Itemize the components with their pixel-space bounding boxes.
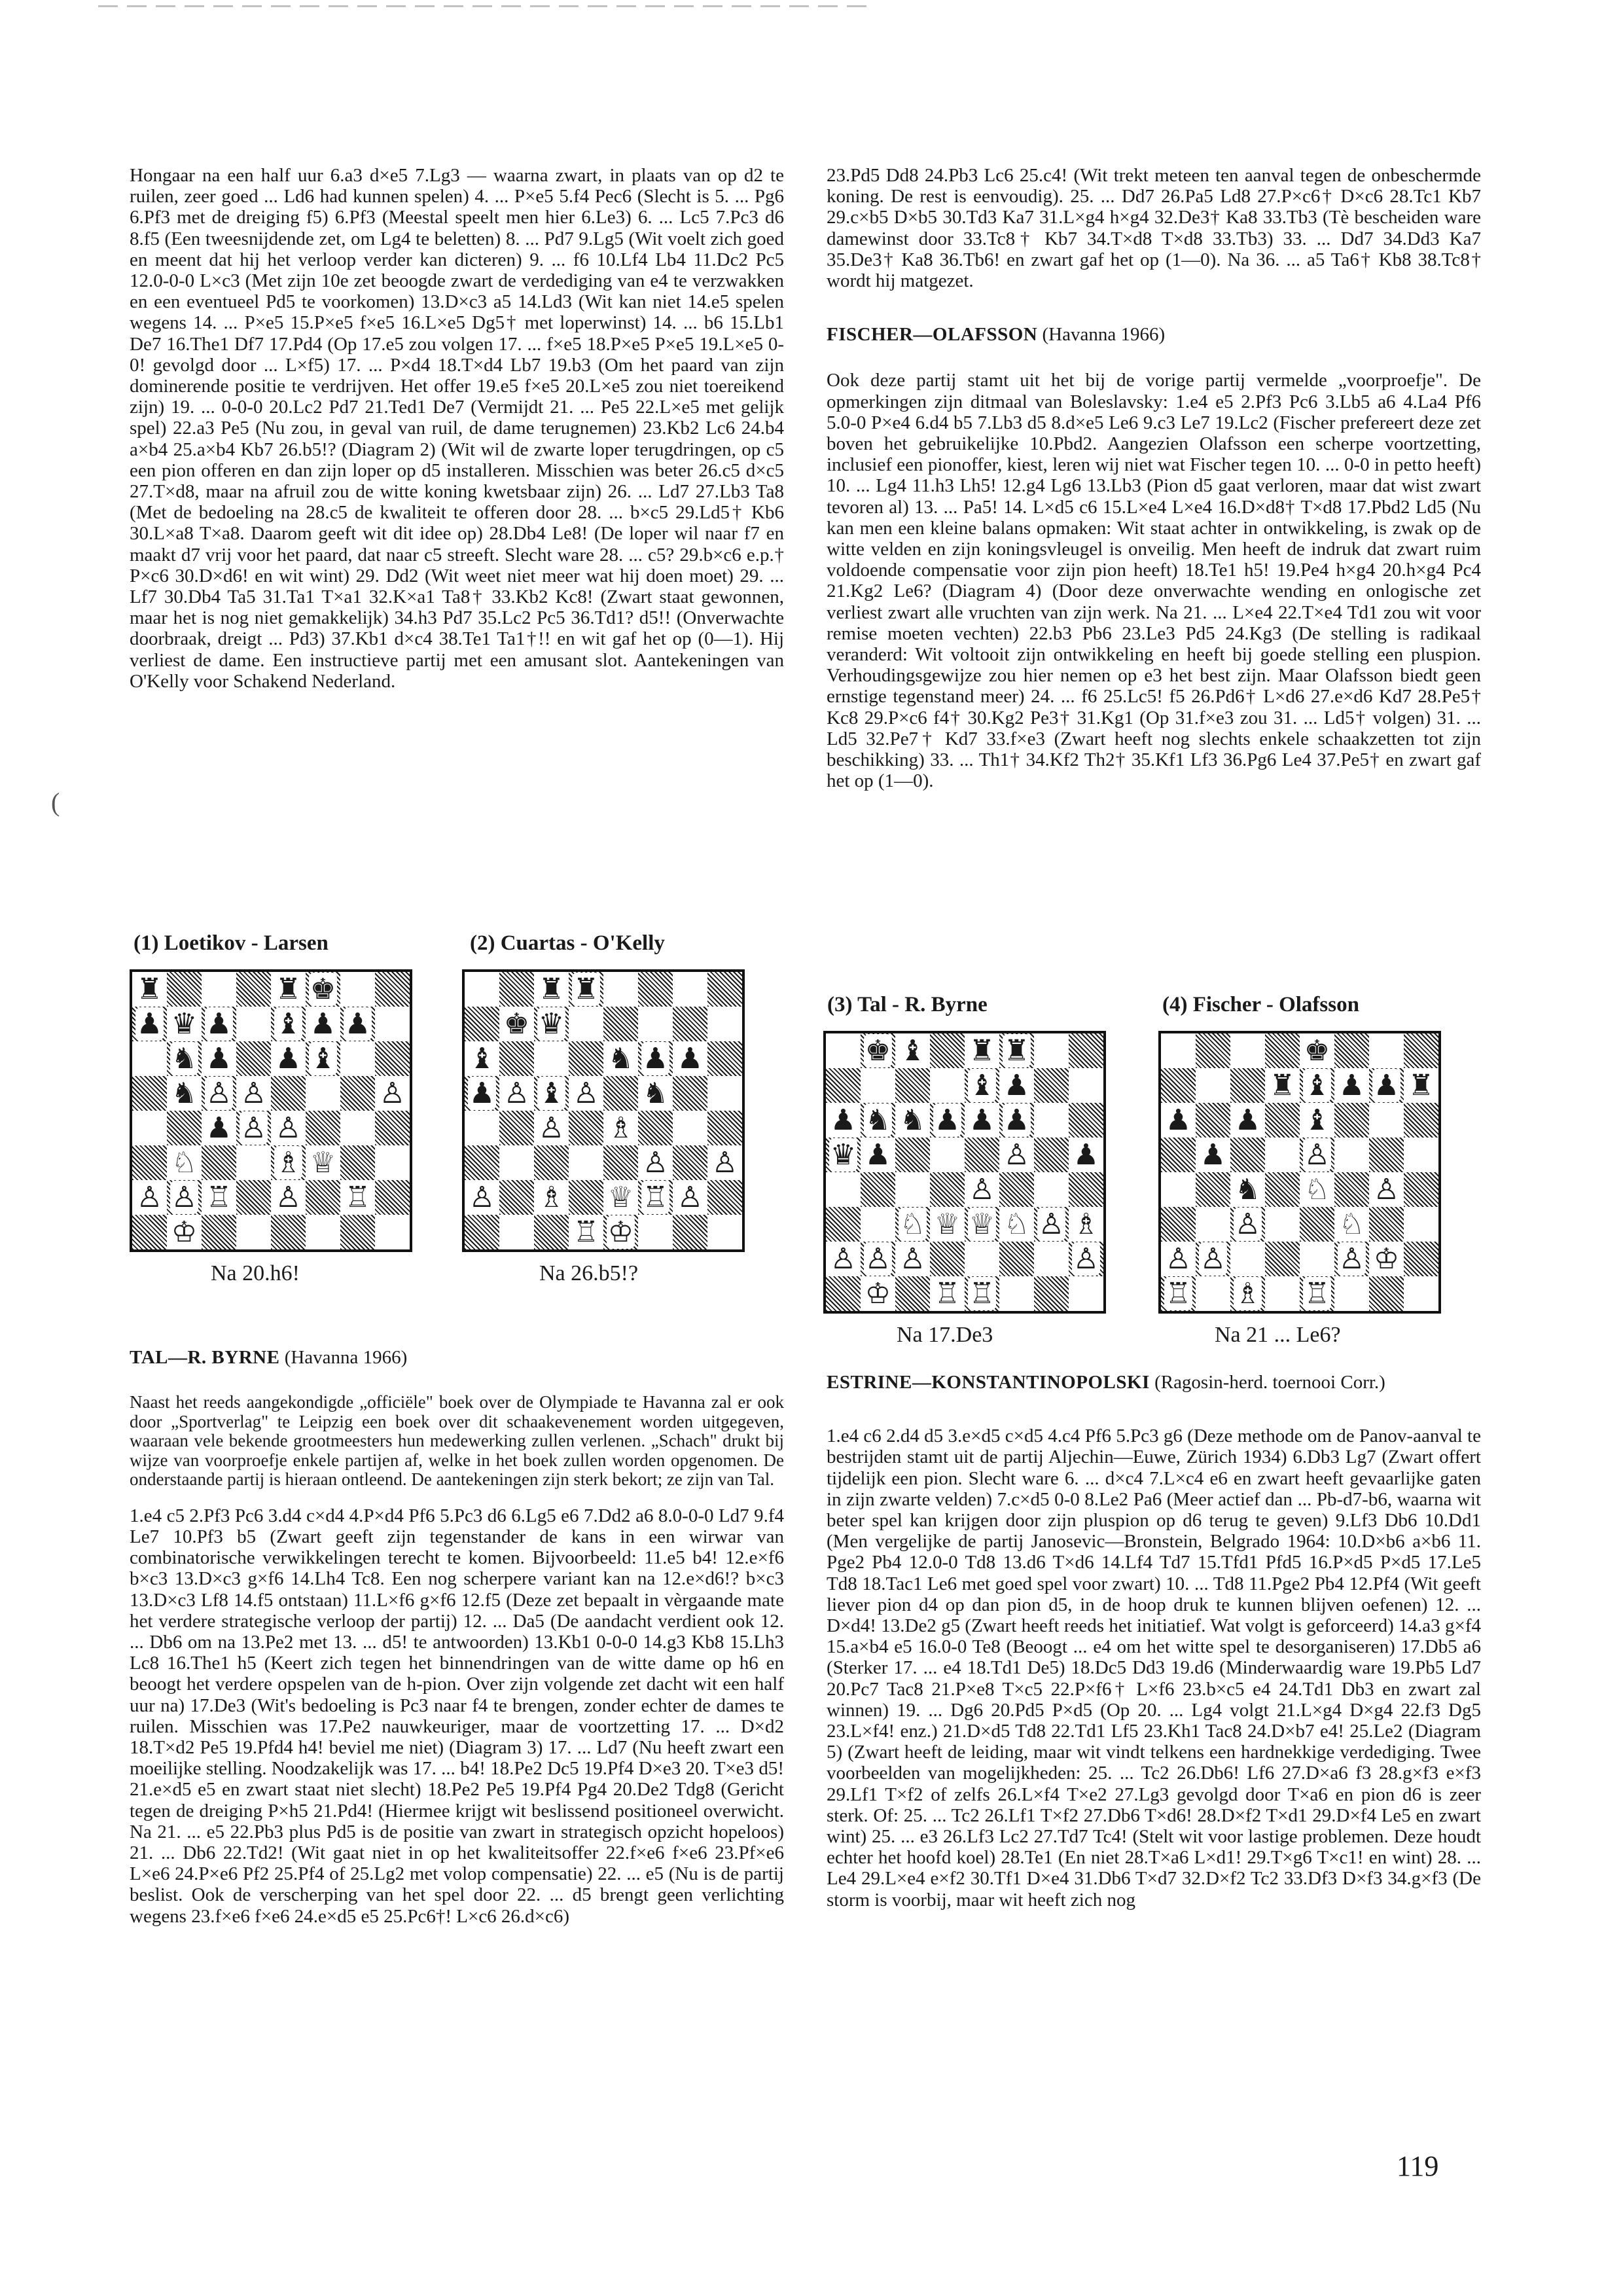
board-square <box>826 1033 861 1068</box>
chess-piece-icon: ♝ <box>310 1042 336 1075</box>
board-square <box>603 1076 638 1111</box>
chess-piece-icon: ♙ <box>171 1181 198 1214</box>
board-square <box>1161 1138 1196 1172</box>
chess-piece-icon: ♙ <box>240 1111 267 1145</box>
chess-piece-icon: ♖ <box>344 1181 371 1214</box>
board-square <box>707 1111 742 1145</box>
board-square <box>1196 1276 1230 1311</box>
chess-piece-icon: ♟ <box>865 1138 891 1172</box>
chess-piece-icon: ♙ <box>642 1146 669 1179</box>
right-column <box>827 165 1481 791</box>
chess-piece-icon: ♜ <box>136 973 163 1006</box>
board-square <box>930 1033 965 1068</box>
heading-event: (Havanna 1966) <box>284 1347 408 1368</box>
margin-mark: ( <box>51 787 60 817</box>
board-square <box>465 1007 499 1041</box>
board-square <box>1069 1068 1103 1103</box>
board-square <box>999 1242 1034 1276</box>
board-square <box>1265 1138 1300 1172</box>
board-square <box>1034 1242 1069 1276</box>
board-square <box>895 1138 930 1172</box>
tal-byrne-section <box>130 1347 784 1927</box>
chess-piece-icon: ♚ <box>865 1034 891 1067</box>
board-square <box>895 1172 930 1207</box>
board-square <box>826 1172 861 1207</box>
chess-piece-icon: ♖ <box>642 1181 669 1214</box>
board-square <box>965 1138 999 1172</box>
board-square <box>673 1145 707 1180</box>
section-heading <box>827 324 1481 345</box>
chess-piece-icon: ♙ <box>899 1242 926 1276</box>
diagram-caption: Na 20.h6! <box>211 1261 300 1285</box>
board-square <box>673 1007 707 1041</box>
board-square <box>1300 1242 1334 1276</box>
board-square <box>965 1242 999 1276</box>
board-square <box>375 972 410 1007</box>
board-square <box>1161 1207 1196 1242</box>
chess-piece-icon: ♚ <box>1304 1034 1330 1067</box>
chess-piece-icon: ♗ <box>538 1181 565 1214</box>
chess-piece-icon: ♞ <box>607 1042 634 1075</box>
chess-piece-icon: ♟ <box>205 1007 232 1041</box>
heading-event: (Ragosin-herd. toernooi Corr.) <box>1154 1372 1385 1393</box>
chess-piece-icon: ♘ <box>171 1146 198 1179</box>
board-square <box>340 1145 375 1180</box>
chess-piece-icon: ♙ <box>1234 1208 1261 1241</box>
board-square <box>202 972 236 1007</box>
chess-piece-icon: ♗ <box>1073 1208 1099 1241</box>
chess-piece-icon: ♙ <box>573 1077 599 1110</box>
tal-game-continuation: 23.Pd5 Dd8 24.Pb3 Lc6 25.c4! (Wit trekt meteen ten aanval tegen de onbeschermde koning. De rest is eenvoudig). 25. ... Dd7 26.Pa5 Ld8 27.P×c6† D×c6 28.Tc1 Kb7 29.c×b5 D×b5 30.Td3 Ka7 31.L×g4 h×g4 32.De3† Ka8 33.Tb3 (Tè bescheiden ware damewinst door 33.Tc8† Kb7 34.T×d8 T×d8 33.Tb3) 33. ... Dd7 34.Dd3 Ka7 35.De3† Ka8 36.Tb6! en zwart gaf het op (1—0). Na 36. ... a5 Ta6† Kb8 38.Tc8† wordt hij matgezet. <box>827 165 1481 292</box>
chess-piece-icon: ♞ <box>171 1042 198 1075</box>
diagram-title: (3) Tal - R. Byrne <box>827 993 988 1016</box>
chess-piece-icon: ♗ <box>607 1111 634 1145</box>
board-square <box>340 1215 375 1249</box>
board-square <box>132 1111 167 1145</box>
chess-piece-icon: ♖ <box>934 1277 961 1310</box>
chess-piece-icon: ♟ <box>469 1077 495 1110</box>
board-square <box>1404 1242 1438 1276</box>
chess-piece-icon: ♞ <box>865 1103 891 1137</box>
board-square <box>1196 1068 1230 1103</box>
board-square <box>499 1180 534 1215</box>
board-square <box>638 1007 673 1041</box>
chess-piece-icon: ♟ <box>1373 1069 1400 1102</box>
board-square <box>202 1215 236 1249</box>
board-square <box>1404 1138 1438 1172</box>
board-square <box>271 1215 306 1249</box>
board-square <box>569 1180 603 1215</box>
chess-piece-icon: ♙ <box>1304 1138 1330 1172</box>
board-square <box>236 1041 271 1076</box>
chess-piece-icon: ♟ <box>136 1007 163 1041</box>
diagram-caption: Na 17.De3 <box>897 1323 993 1347</box>
board-square <box>1404 1276 1438 1311</box>
board-square <box>930 1138 965 1172</box>
board-square <box>673 972 707 1007</box>
board-square <box>1369 1276 1404 1311</box>
chess-piece-icon: ♝ <box>469 1042 495 1075</box>
chess-piece-icon: ♟ <box>1003 1069 1030 1102</box>
chess-piece-icon: ♟ <box>830 1103 857 1137</box>
board-square <box>375 1145 410 1180</box>
board-square <box>930 1172 965 1207</box>
chess-piece-icon: ♙ <box>830 1242 857 1276</box>
diagram-caption: Na 26.b5!? <box>539 1261 639 1285</box>
board-square <box>603 972 638 1007</box>
chess-piece-icon: ♝ <box>899 1034 926 1067</box>
chess-piece-icon: ♟ <box>344 1007 371 1041</box>
chess-board <box>462 969 745 1252</box>
board-square <box>1196 1207 1230 1242</box>
chess-piece-icon: ♔ <box>607 1215 634 1249</box>
board-square <box>375 1215 410 1249</box>
board-square <box>167 972 202 1007</box>
board-square <box>1069 1276 1103 1311</box>
chess-piece-icon: ♕ <box>310 1146 336 1179</box>
chess-piece-icon: ♜ <box>969 1034 995 1067</box>
board-square <box>1161 1172 1196 1207</box>
board-square <box>1034 1033 1069 1068</box>
board-square <box>499 1111 534 1145</box>
board-square <box>375 1041 410 1076</box>
board-square <box>638 1111 673 1145</box>
board-square <box>707 1007 742 1041</box>
chess-piece-icon: ♘ <box>1003 1208 1030 1241</box>
board-square <box>1230 1033 1265 1068</box>
board-square <box>167 1111 202 1145</box>
chess-piece-icon: ♖ <box>1165 1277 1192 1310</box>
board-square <box>673 1111 707 1145</box>
board-square <box>465 1215 499 1249</box>
chess-piece-icon: ♜ <box>1003 1034 1030 1067</box>
chess-piece-icon: ♜ <box>1269 1069 1296 1102</box>
estrine-game: 1.e4 c6 2.d4 d5 3.e×d5 c×d5 4.c4 Pf6 5.Pc3 g6 (Deze methode om de Panov-aanval te bestrijden stamt uit de partij Aljechin—Euwe, Zürich 1934) 6.Db3 Lg7 (Zwart offert tijdelijk een pion. Slecht ware 6. ... d×c4 7.L×c4 e6 en zwart heeft gevaarlijke gaten in zijn zwarte velden) 7.c×d5 0-0 8.Le2 Pa6 (Meer actief dan ... Pb-d7-b6, waarna wit beter spel kan krijgen door zijn pluspion op d6 terug te geven) 9.Lf3 Db6 10.Dd1 (Men vergelijke de partij Janosevic—Bronstein, Belgrado 1964: 10.D×b6 a×b6 11. Pge2 Pb4 12.0-0 Td8 13.d6 T×d6 14.Lf4 Td7 15.Tfd1 Pfd5 16.P×d5 P×d5 17.Le5 Td8 18.Tac1 Le6 met goed spel voor zwart) 10. ... Td8 11.Pge2 Pb4 12.Pf4 (Wit geeft liever pion d4 op dan pion d5, in de hoop druk te kunnen blijven oefenen) 12. ... D×d4! 13.De2 g5 (Zwart heeft reeds het initiatief. Wat volgt is geforceerd) 14.a3 g×f4 15.a×b4 e5 16.0-0 Te8 (Beoogt ... e4 om het witte spel te desorganiseren) 17.Db5 a6 (Sterker 17. ... e4 18.Td1 De5) 18.Dc5 Dd3 19.d6 (Minderwaardig ware 19.Pb5 Ld7 20.Pc7 Tac8 21.P×e8 T×c5 22.P×f6† L×f6 23.b×c5 e4 24.Td1 Db3 en zwart zal winnen) 19. ... Dg6 20.Pd5 P×d5 (Op 20. ... Lg4 volgt 21.L×g4 D×g4 22.f3 Dg5 23.L×f4! enz.) 21.D×d5 Td8 22.Td1 Lf5 23.Kh1 Tac8 24.D×b7 e4! 25.Le2 (Diagram 5) (Zwart heeft de leiding, maar wit vindt telkens een hardnekkige verdediging. Twee voorbeelden van mogelijkheden: 25. ... Tc2 26.Db6! Lf6 27.D×a6 f3 28.g×f3 e×f3 29.Lf1 T×f2 of zelfs 26.L×f4 T×e2 27.Lg3 gevolgd door T×a6 en pion d6 is zeer sterk. Of: 25. ... Tc2 26.Lf1 T×f2 27.Db6 T×d6! 28.D×f2 T×d1 29.D×f4 Le5 en zwart wint) 25. ... e3 26.Lf3 Lc2 27.Td7 Tc4! (Stelt wit voor lastige problemen. Deze houdt echter het hoofd koel) 28.Te1 (En niet 28.T×a6 L×d1! 29.T×g6 T×c1! en wint) 28. ... Le4 29.L×e4 e×f2 30.Tf1 D×e4 31.Db6 T×d7 32.D×f2 Tc2 33.Df3 D×f3 34.g×f3 (De storm is voorbij, maar wit heeft zich nog <box>827 1426 1481 1910</box>
chess-piece-icon: ♙ <box>677 1181 704 1214</box>
chess-piece-icon: ♚ <box>503 1007 530 1041</box>
chess-piece-icon: ♜ <box>1408 1069 1435 1102</box>
chess-piece-icon: ♞ <box>642 1077 669 1110</box>
board-square <box>826 1276 861 1311</box>
board-square <box>375 1111 410 1145</box>
board-square <box>534 1215 569 1249</box>
board-square <box>202 1145 236 1180</box>
board-square <box>1161 1068 1196 1103</box>
chess-piece-icon: ♙ <box>275 1181 302 1214</box>
chess-piece-icon: ♙ <box>865 1242 891 1276</box>
board-square <box>1265 1033 1300 1068</box>
chess-piece-icon: ♗ <box>275 1146 302 1179</box>
board-square <box>861 1207 895 1242</box>
board-square <box>499 1215 534 1249</box>
board-square <box>1404 1172 1438 1207</box>
chess-piece-icon: ♟ <box>1003 1103 1030 1137</box>
chess-piece-icon: ♜ <box>538 973 565 1006</box>
chess-piece-icon: ♟ <box>310 1007 336 1041</box>
board-square <box>236 1215 271 1249</box>
chess-piece-icon: ♖ <box>205 1181 232 1214</box>
board-square <box>132 1076 167 1111</box>
board-square <box>999 1276 1034 1311</box>
chess-piece-icon: ♙ <box>538 1111 565 1145</box>
board-square <box>895 1276 930 1311</box>
chess-piece-icon: ♝ <box>275 1007 302 1041</box>
chess-piece-icon: ♚ <box>310 973 336 1006</box>
board-square <box>707 1215 742 1249</box>
board-square <box>1034 1103 1069 1138</box>
chess-piece-icon: ♘ <box>1304 1173 1330 1206</box>
board-square <box>1404 1103 1438 1138</box>
chess-piece-icon: ♕ <box>934 1208 961 1241</box>
board-square <box>861 1068 895 1103</box>
chess-piece-icon: ♙ <box>205 1077 232 1110</box>
heading-players: TAL—R. BYRNE <box>130 1347 280 1368</box>
board-square <box>707 1076 742 1111</box>
board-square <box>1265 1276 1300 1311</box>
chess-piece-icon: ♝ <box>969 1069 995 1102</box>
board-square <box>707 972 742 1007</box>
chess-piece-icon: ♟ <box>1338 1069 1365 1102</box>
board-square <box>1334 1103 1369 1138</box>
board-square <box>1404 1033 1438 1068</box>
board-square <box>375 1007 410 1041</box>
chess-piece-icon: ♙ <box>240 1077 267 1110</box>
board-square <box>569 1007 603 1041</box>
board-square <box>340 1041 375 1076</box>
board-square <box>1369 1103 1404 1138</box>
board-square <box>638 972 673 1007</box>
chess-piece-icon: ♞ <box>171 1077 198 1110</box>
board-square <box>1034 1068 1069 1103</box>
board-square <box>465 1145 499 1180</box>
board-square <box>569 1145 603 1180</box>
chess-piece-icon: ♗ <box>1234 1277 1261 1310</box>
chess-piece-icon: ♟ <box>677 1042 704 1075</box>
board-square <box>132 1215 167 1249</box>
diagram-title: (2) Cuartas - O'Kelly <box>470 931 665 955</box>
board-square <box>1069 1172 1103 1207</box>
chess-piece-icon: ♘ <box>1338 1208 1365 1241</box>
board-square <box>999 1172 1034 1207</box>
diagram-title: (4) Fischer - Olafsson <box>1162 993 1359 1016</box>
chess-piece-icon: ♘ <box>899 1208 926 1241</box>
chess-piece-icon: ♙ <box>1200 1242 1226 1276</box>
board-square <box>1196 1033 1230 1068</box>
board-square <box>638 1215 673 1249</box>
left-column <box>130 165 784 692</box>
chess-piece-icon: ♙ <box>1373 1173 1400 1206</box>
chess-board <box>130 969 412 1252</box>
board-square <box>236 1180 271 1215</box>
board-square <box>569 1041 603 1076</box>
chess-piece-icon: ♔ <box>1373 1242 1400 1276</box>
chess-piece-icon: ♛ <box>171 1007 198 1041</box>
board-square <box>1230 1068 1265 1103</box>
board-square <box>1265 1103 1300 1138</box>
chess-piece-icon: ♔ <box>171 1215 198 1249</box>
board-square <box>1069 1033 1103 1068</box>
board-square <box>1369 1033 1404 1068</box>
chess-piece-icon: ♛ <box>830 1138 857 1172</box>
board-square <box>306 1215 340 1249</box>
board-square <box>236 1007 271 1041</box>
chess-piece-icon: ♖ <box>969 1277 995 1310</box>
board-square <box>132 1145 167 1180</box>
board-square <box>1196 1103 1230 1138</box>
board-square <box>465 972 499 1007</box>
chess-piece-icon: ♙ <box>711 1146 738 1179</box>
chess-piece-icon: ♙ <box>969 1173 995 1206</box>
chess-piece-icon: ♙ <box>1073 1242 1099 1276</box>
board-square <box>1265 1207 1300 1242</box>
chess-board <box>1158 1031 1441 1314</box>
board-square <box>1265 1172 1300 1207</box>
heading-event: (Havanna 1966) <box>1042 324 1166 346</box>
chess-piece-icon: ♙ <box>503 1077 530 1110</box>
chess-piece-icon: ♙ <box>1038 1208 1065 1241</box>
chess-piece-icon: ♟ <box>969 1103 995 1137</box>
board-square <box>306 1076 340 1111</box>
chess-piece-icon: ♜ <box>573 973 599 1006</box>
top-rule <box>98 5 870 7</box>
board-square <box>673 1076 707 1111</box>
board-square <box>1161 1033 1196 1068</box>
diagram-caption: Na 21 ... Le6? <box>1215 1323 1341 1347</box>
chess-piece-icon: ♙ <box>379 1077 406 1110</box>
board-square <box>534 1041 569 1076</box>
chess-piece-icon: ♕ <box>607 1181 634 1214</box>
chess-piece-icon: ♙ <box>1165 1242 1192 1276</box>
chess-piece-icon: ♟ <box>1073 1138 1099 1172</box>
board-square <box>1034 1276 1069 1311</box>
section-heading <box>827 1372 1481 1393</box>
chess-piece-icon: ♟ <box>642 1042 669 1075</box>
board-square <box>1069 1103 1103 1138</box>
chess-piece-icon: ♟ <box>205 1042 232 1075</box>
board-square <box>569 1111 603 1145</box>
diagram-title: (1) Loetikov - Larsen <box>134 931 329 955</box>
board-square <box>306 1180 340 1215</box>
board-square <box>930 1242 965 1276</box>
chess-piece-icon: ♙ <box>136 1181 163 1214</box>
chess-piece-icon: ♝ <box>1304 1069 1330 1102</box>
board-square <box>1369 1207 1404 1242</box>
board-square <box>499 972 534 1007</box>
chess-piece-icon: ♟ <box>205 1111 232 1145</box>
board-square <box>534 1145 569 1180</box>
board-square <box>1034 1172 1069 1207</box>
board-square <box>861 1172 895 1207</box>
board-square <box>375 1180 410 1215</box>
heading-players: FISCHER—OLAFSSON <box>827 324 1038 346</box>
board-square <box>895 1068 930 1103</box>
board-square <box>826 1068 861 1103</box>
game-annotation-loetikov: Hongaar na een half uur 6.a3 d×e5 7.Lg3 — waarna zwart, in plaats van op d2 te ruilen, zeer goed ... Ld6 had kunnen spelen) 4. ... P×e5 5.f4 Pec6 (Slecht is 5. ... Pg6 6.Pf3 met de dreiging f5) 6.Pf3 (Meestal speelt men hier 6.Le3) 6. ... Lc5 7.Pc3 d6 8.f5 (Een tweesnijdende zet, om Lg4 te beletten) 8. ... Pd7 9.Lg5 (Wit voelt zich goed en meent dat hij het verloop verder kan dicteren) 9. ... f6 10.Lf4 Lb4 11.Dc2 Pc5 12.0-0-0 L×c3 (Met zijn 10e zet beoogde zwart de verdediging van e4 te verzwakken en een eventueel Pd5 te voorkomen) 13.D×c3 a5 14.Ld3 (Wit kan niet 14.e5 spelen wegens 14. ... P×e5 15.P×e5 f×e5 16.L×e5 Dg5† met loperwinst) 14. ... b6 15.Lb1 De7 16.The1 Df7 17.Pd4 (Op 17.e5 zou volgen 17. ... f×e5 18.P×e5 P×e5 19.L×e5 0-0! gevolgd door ... L×f5) 17. ... P×d4 18.T×d4 Lb7 19.b3 (Om het paard van zijn dominerende positie te verdrijven. Het offer 19.e5 f×e5 20.L×e5 zou niet toereikend zijn) 19. ... 0-0-0 20.Lc2 Pd7 21.Ted1 De7 (Vermijdt 21. ... Pe5 22.L×e5 met gelijk spel) 22.a3 Pe5 (Nu zou, in geval van ruil, de dame terugnemen) 23.Kb2 Lc6 24.b4 a×b4 25.a×b4 Kb7 26.b5!? (Diagram 2) (Wit wil de zwarte loper terugdringen, op c5 een pion offeren en dan zijn loper op d5 installeren. Misschien was beter 26.c5 d×c5 27.T×d8, maar na afruil zou de witte koning kwetsbaar zijn) 26. ... Ld7 27.Lb3 Ta8 (Met de bedoeling na 28.c5 de kwaliteit te offeren door 28. ... b×c5 29.Ld5† Kb6 30.L×a8 T×a8. Daarom geeft wit dit idee op) 28.Db4 Le8! (De loper wil naar f7 en maakt d7 vrij voor het paard, dat naar c5 streeft. Slecht ware 28. ... c5? 29.b×c6 e.p.† P×c6 30.D×d6! en wit wint) 29. Dd2 (Wit weet niet meer wat hij doen moet) 29. ... Lf7 30.Db4 Ta5 31.Ta1 T×a1 32.K×a1 Ta8† 33.Kb2 Kc8! (Zwart staat gewonnen, maar het is nog niet gemakkelijk) 34.h3 Pd7 35.Lc2 Pc5 36.Td1? d5!! (Onverwachte doorbraak, dreigt ... Pd3) 37.Kb1 d×c4 38.Te1 Ta1†!! en wit gaf het op (0—1). Hij verliest de dame. Een instructieve partij met een amusant slot. Aantekeningen van O'Kelly voor Schakend Nederland. <box>130 165 784 692</box>
board-square <box>1230 1138 1265 1172</box>
board-square <box>707 1180 742 1215</box>
chess-piece-icon: ♖ <box>1304 1277 1330 1310</box>
chess-piece-icon: ♔ <box>865 1277 891 1310</box>
page-number: 119 <box>1397 2150 1439 2182</box>
chess-piece-icon: ♝ <box>1304 1103 1330 1137</box>
chess-piece-icon: ♙ <box>1338 1242 1365 1276</box>
board-square <box>603 1145 638 1180</box>
board-square <box>673 1215 707 1249</box>
board-square <box>707 1041 742 1076</box>
chess-piece-icon: ♙ <box>469 1181 495 1214</box>
board-square <box>499 1041 534 1076</box>
board-square <box>1404 1207 1438 1242</box>
chess-piece-icon: ♟ <box>934 1103 961 1137</box>
estrine-section <box>827 1372 1481 1910</box>
chess-piece-icon: ♞ <box>899 1103 926 1137</box>
chess-piece-icon: ♕ <box>969 1208 995 1241</box>
board-square <box>271 1076 306 1111</box>
board-square <box>340 1111 375 1145</box>
section-heading <box>130 1347 784 1368</box>
board-square <box>340 1076 375 1111</box>
board-square <box>603 1007 638 1041</box>
board-square <box>1334 1172 1369 1207</box>
board-square <box>1300 1207 1334 1242</box>
board-square <box>930 1068 965 1103</box>
tal-game: 1.e4 c5 2.Pf3 Pc6 3.d4 c×d4 4.P×d4 Pf6 5.Pc3 d6 6.Lg5 e6 7.Dd2 a6 8.0-0-0 Ld7 9.f4 Le7 10.Pf3 b5 (Zwart geeft zijn tegenstander de kans in een wirwar van combinatorische verwikkelingen terecht te komen. Bijvoorbeeld: 11.e5 b4! 12.e×f6 b×c3 13.D×c3 g×f6 14.Lh4 Tc8. Een nog scherpere variant kan na 12.e×d6!? b×c3 13.D×c3 Lf8 14.f5 ontstaan) 11.L×f6 g×f6 12.f5 (Deze zet bepaalt in vèrgaande mate het verdere strategische verloop der partij) 12. ... Da5 (De aandacht verdient ook 12. ... Db6 om na 13.Pe2 met 13. ... d5! te antwoorden) 13.Kb1 0-0-0 14.g3 Kb8 15.Lh3 Lc8 16.The1 h5 (Keert zich tegen het binnendringen van de witte dame op h6 en beoogt het verdere opspelen van de h-pion. Over zijn volgende zet dacht wit een half uur na) 17.De3 (Wit's bedoeling is Pc3 naar f4 te brengen, zonder echter de dames te ruilen. Misschien was 17.Pe2 nauwkeuriger, maar de voortzetting 17. ... D×d2 18.T×d2 Pe5 19.Pfd4 h4! beviel me niet) (Diagram 3) 17. ... Ld7 (Nu heeft zwart een moeilijke stelling. Noodzakelijk was 17. ... b4! 18.Pe2 Dc5 19.Pf4 D×e3 20. T×e3 d5! 21.e×d5 e5 en zwart staat niet slecht) 18.Pe2 Pe5 19.Pf4 Pg4 20.De2 Tdg8 (Gericht tegen de dreiging P×h5 21.Pd4! (Hiermee krijgt wit beslissend positioneel overwicht. Na 21. ... e5 22.Pb3 plus Pd5 is de positie van zwart in strategisch opzicht hopeloos) 21. ... Db6 22.Td2! (Wit gaat niet in op het kwaliteitsoffer 22.f×e6 f×e6 23.Pf×e6 L×e6 24.P×e6 Pf2 25.Pf4 of 25.Lg2 met volop compensatie) 22. ... e5 (Nu is de partij beslist. Ook de verscherping van het spel door 22. ... d5 brengt geen verlichting wegens 23.f×e6 f×e6 24.e×d5 e5 25.Pc6†! L×c6 26.d×c6) <box>130 1505 784 1927</box>
tal-intro: Naast het reeds aangekondigde „officiële" boek over de Olympiade te Havanna zal er ook door „Sportverlag" te Leipzig een boek over dit schaakevenement worden uitgegeven, waaraan vele bekende grootmeesters hun medewerking zullen verlenen. „Schach" drukt bij wijze van voorproefje enkele partijen af, welke in het boek zullen worden opgenomen. De onderstaande partij is hieraan ontleend. De aantekeningen zijn sterk bekort; ze zijn van Tal. <box>130 1392 784 1490</box>
chess-piece-icon: ♟ <box>1234 1103 1261 1137</box>
board-square <box>340 972 375 1007</box>
chess-piece-icon: ♙ <box>275 1111 302 1145</box>
board-square <box>1334 1033 1369 1068</box>
board-square <box>1196 1172 1230 1207</box>
board-square <box>306 1111 340 1145</box>
chess-piece-icon: ♛ <box>538 1007 565 1041</box>
chess-piece-icon: ♟ <box>275 1042 302 1075</box>
board-square <box>1334 1276 1369 1311</box>
chess-piece-icon: ♖ <box>573 1215 599 1249</box>
chess-piece-icon: ♟ <box>1165 1103 1192 1137</box>
chess-piece-icon: ♜ <box>275 973 302 1006</box>
board-square <box>236 972 271 1007</box>
board-square <box>826 1207 861 1242</box>
board-square <box>1334 1138 1369 1172</box>
board-square <box>465 1111 499 1145</box>
chess-board <box>823 1031 1106 1314</box>
fischer-game: Ook deze partij stamt uit het bij de vorige partij vermelde „voorproefje". De opmerkingen zijn ditmaal van Boleslavsky: 1.e4 e5 2.Pf3 Pc6 3.Lb5 a6 4.La4 Pf6 5.0-0 P×e4 6.d4 b5 7.Lb3 d5 8.d×e5 Le6 9.c3 Le7 19.Lc2 (Fischer prefereert deze zet boven het gebruikelijke 10.Pbd2. Aangezien Olafsson een scherpe voortzetting, inclusief een pionoffer, kiest, leren wij niet wat Fischer tegen 10. ... 0-0 in petto heeft) 10. ... Lg4 11.h3 Lh5! 12.g4 Lg6 13.Lb3 (Pion d5 gaat verloren, maar dat wist zwart tevoren al) 13. ... Pa5! 14. L×d5 c6 15.L×e4 L×e4 16.D×d8† T×d8 17.Pbd2 Ld5 (Nu kan men een kleine balans opmaken: Wit staat achter in ontwikkeling, is zwak op de witte velden en zijn koningsvleugel is onveilig. Men heeft de indruk dat zwart ruim voldoende compensatie voor zijn pion heeft) 18.Te1 h5! 19.Pe4 h×g4 20.h×g4 Pc4 21.Kg2 Le6? (Diagram 4) (Door deze onverwachte wending en onlogische zet verliest zwart alle vruchten van zijn werk. Na 21. ... L×e4 22.T×e4 Td1 zou wit voor remise moeten vechten) 22.b3 Pb6 23.Le3 Pd5 24.Kg3 (De stelling is radikaal veranderd: Wit voltooit zijn ontwikkeling en heeft bij goede stelling een pluspion. Verhoudingsgewijze zou hier nemen op e3 het best zijn. Maar Olafsson biedt geen ernstige tegenstand meer) 24. ... f6 25.Lc5! f5 26.Pd6† L×d6 27.e×d6 Kd7 28.Pe5† Kc8 29.P×c6 f4† 30.Kg2 Pe3† 31.Kg1 (Op 31.f×e3 zou 31. ... Ld5† volgen) 31. ... Ld5 32.Pe7† Kd7 33.f×e3 (Zwart heeft nog slechts enkele schaakzetten tot zijn beschikking) 33. ... Th1† 34.Kf2 Th2† 35.Kf1 Lf3 36.Pg6 Le4 37.Pe5† en zwart gaf het op (1—0). <box>827 370 1481 792</box>
board-square <box>1369 1138 1404 1172</box>
chess-piece-icon: ♙ <box>1003 1138 1030 1172</box>
board-square <box>132 1041 167 1076</box>
chess-piece-icon: ♝ <box>538 1077 565 1110</box>
chess-piece-icon: ♟ <box>1200 1138 1226 1172</box>
board-square <box>1034 1138 1069 1172</box>
board-square <box>236 1145 271 1180</box>
chess-piece-icon: ♞ <box>1234 1173 1261 1206</box>
board-square <box>1230 1242 1265 1276</box>
board-square <box>1265 1242 1300 1276</box>
board-square <box>499 1145 534 1180</box>
heading-players: ESTRINE—KONSTANTINOPOLSKI <box>827 1372 1150 1393</box>
